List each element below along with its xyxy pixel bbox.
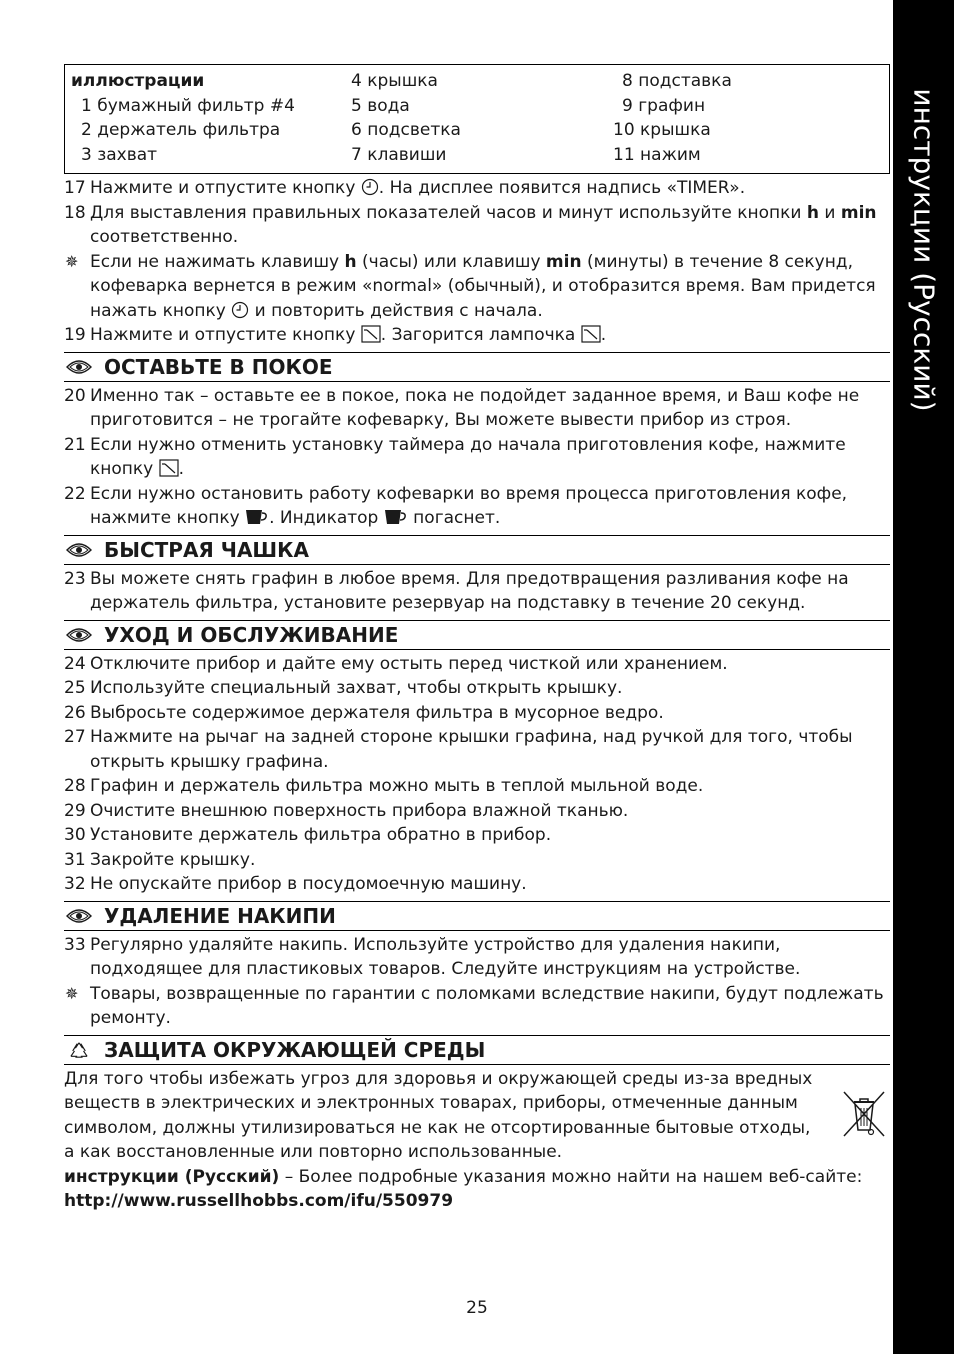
section-care-heading	[64, 620, 890, 650]
step-text: Выбросьте содержимое держателя фильтра в мусорное ведро.	[90, 702, 664, 723]
step-18	[64, 201, 890, 250]
illustrations-item: 4 крышка	[351, 71, 438, 91]
illustrations-item: 9 графин	[622, 95, 706, 116]
note-text: Если не нажимать клавишу	[90, 251, 340, 272]
step-text: Не опускайте прибор в посудомоечную машину.	[90, 874, 527, 894]
step-21	[64, 433, 890, 482]
clock-icon	[231, 301, 249, 319]
key-h: h	[344, 251, 357, 272]
step-text: Очистите внешнюю поверхность прибора влажной тканью.	[90, 800, 629, 821]
step-text: Установите держатель фильтра обратно в прибор.	[90, 825, 552, 845]
step-text: Вы можете снять графин в любое время. Для предотвращения разливания кофе на держатель фильтра, установите резервуар на подставку в течение 20 секунд.	[90, 568, 849, 613]
instructions-content	[64, 176, 890, 1214]
step-number: 22	[64, 483, 86, 504]
step-text: Для выставления правильных показателей часов и минут используйте кнопки	[90, 202, 802, 223]
illustrations-item: 6 подсветка	[351, 120, 461, 140]
illustrations-item: 10 крышка	[613, 120, 711, 140]
note-timer	[64, 250, 890, 324]
step-text: погаснет.	[413, 508, 501, 528]
more-info-text: – Более подробные указания можно найти на нашем веб-сайте:	[284, 1166, 863, 1187]
step-17	[64, 176, 890, 201]
step-number: 29	[64, 800, 86, 821]
eye-icon	[66, 626, 92, 644]
section-title: УХОД И ОБСЛУЖИВАНИЕ	[104, 622, 399, 647]
step-text: Именно так – оставьте ее в покое, пока не подойдет заданное время, и Ваш кофе не приготовится – не трогайте кофеварку, Вы можете вывести прибор из строя.	[90, 385, 860, 430]
step-number: 18	[64, 202, 86, 223]
step-number: 31	[64, 849, 86, 870]
step-text: Закройте крышку.	[90, 849, 256, 870]
illustrations-item: 8 подставка	[622, 71, 732, 91]
step-number: 33	[64, 934, 86, 955]
timer-icon	[581, 325, 601, 343]
note-text: и повторить действия с начала.	[254, 300, 543, 321]
section-title: УДАЛЕНИЕ НАКИПИ	[104, 903, 336, 928]
step-text: Если нужно отменить установку таймера до начала приготовления кофе, нажмите кнопку	[90, 434, 846, 479]
star-icon: ✵	[65, 251, 79, 271]
step-29	[64, 799, 890, 824]
step-22	[64, 482, 890, 531]
clock-icon	[361, 178, 379, 196]
section-quick-heading	[64, 535, 890, 565]
section-title: ОСТАВЬТЕ В ПОКОЕ	[104, 354, 333, 379]
step-text: Регулярно удаляйте накипь. Используйте устройство для удаления накипи, подходящее для пластиковых товаров. Следуйте инструкциям на устройстве.	[90, 934, 801, 979]
step-text: Нажмите на рычаг на задней стороне крышки графина, над ручкой для того, чтобы открыть крышку графина.	[90, 727, 853, 772]
step-text: Графин и держатель фильтра можно мыть в теплой мыльной воде.	[90, 776, 704, 796]
step-text: Если нужно остановить работу кофеварки во время процесса приготовления кофе, нажмите кнопку	[90, 483, 848, 528]
website-link[interactable]: http://www.russellhobbs.com/ifu/550979	[64, 1191, 454, 1211]
weee-bin-icon	[840, 1090, 888, 1140]
step-24	[64, 652, 890, 677]
step-number: 23	[64, 568, 86, 589]
step-27	[64, 725, 890, 774]
timer-icon	[159, 459, 179, 477]
side-tab-title: инструкции (Русский)	[907, 88, 941, 412]
section-leave-heading	[64, 352, 890, 382]
step-number: 19	[64, 325, 86, 345]
eye-icon	[66, 358, 92, 376]
step-text: соответственно.	[90, 227, 239, 247]
illustrations-item: 3 захват	[81, 144, 158, 165]
step-text: . Загорится лампочка	[380, 325, 576, 345]
timer-icon	[361, 325, 381, 343]
step-number: 27	[64, 727, 86, 747]
recycle-icon	[66, 1041, 92, 1059]
illustrations-item: 5 вода	[351, 95, 410, 116]
step-text: Используйте специальный захват, чтобы открыть крышку.	[90, 678, 623, 698]
page-number: 25	[466, 1298, 488, 1318]
step-number: 17	[64, 178, 86, 198]
step-19	[64, 323, 890, 348]
section-descale-heading	[64, 901, 890, 931]
step-text: Отключите прибор и дайте ему остыть перед чисткой или хранением.	[90, 653, 728, 674]
illustrations-item: 11 нажим	[613, 144, 701, 165]
note-text: (минуты) в течение 8 секунд, кофеварка вернется в режим «normal» (обычный), и отобразится время. Вам придется нажать кнопку	[90, 251, 876, 321]
key-min: min	[545, 251, 582, 272]
illustrations-box	[64, 64, 890, 174]
cup-icon	[245, 508, 269, 526]
step-33	[64, 933, 890, 982]
step-number: 21	[64, 434, 86, 455]
step-text: Нажмите и отпустите кнопку	[90, 178, 356, 198]
step-text: и	[824, 202, 836, 223]
step-number: 24	[64, 653, 86, 674]
step-26	[64, 701, 890, 726]
section-title: ЗАЩИТА ОКРУЖАЮЩЕЙ СРЕДЫ	[104, 1037, 486, 1062]
section-title: БЫСТРАЯ ЧАШКА	[104, 537, 309, 562]
illustrations-heading: иллюстрации	[71, 71, 205, 91]
eye-icon	[66, 541, 92, 559]
illustrations-item: 1 бумажный фильтр #4	[81, 95, 295, 116]
step-20	[64, 384, 890, 433]
env-paragraph: Для того чтобы избежать угроз для здоровья и окружающей среды из-за вредных веществ в электрических и электронных товарах, приборы, отмеченные данным символом, должны утилизироваться не как не отсортированные бытовые отходы, а как восстановленные или повторно использованные.	[64, 1068, 813, 1162]
section-env-heading	[64, 1035, 890, 1065]
illustrations-item: 7 клавиши	[351, 144, 447, 165]
step-25	[64, 676, 890, 701]
step-number: 28	[64, 776, 86, 796]
step-text: .	[178, 459, 185, 479]
more-info-line	[64, 1165, 890, 1190]
step-23	[64, 567, 890, 616]
illustrations-col-2	[351, 69, 461, 167]
illustrations-col-1	[71, 69, 295, 167]
star-icon: ✵	[65, 983, 79, 1003]
step-number: 20	[64, 385, 86, 406]
key-h: h	[806, 202, 819, 223]
step-text: .	[600, 325, 607, 345]
step-32	[64, 872, 890, 897]
step-number: 32	[64, 874, 86, 894]
cup-icon	[384, 508, 408, 526]
step-31	[64, 848, 890, 873]
eye-icon	[66, 907, 92, 925]
step-text: . Индикатор	[269, 508, 379, 528]
step-text: Нажмите и отпустите кнопку	[90, 325, 356, 345]
step-30	[64, 823, 890, 848]
step-number: 25	[64, 678, 86, 698]
note-text: Товары, возвращенные по гарантии с поломками вследствие накипи, будут подлежать ремонту.	[90, 983, 884, 1028]
note-descale	[64, 982, 890, 1031]
key-min: min	[840, 202, 877, 223]
step-number: 26	[64, 702, 86, 723]
step-28	[64, 774, 890, 799]
step-number: 30	[64, 825, 86, 845]
step-text: . На дисплее появится надпись «TIMER».	[378, 178, 746, 198]
more-info-label: инструкции (Русский)	[64, 1166, 280, 1187]
illustrations-item: 2 держатель фильтра	[81, 120, 281, 140]
illustrations-col-3	[613, 69, 732, 167]
note-text: (часы) или клавишу	[362, 251, 541, 272]
